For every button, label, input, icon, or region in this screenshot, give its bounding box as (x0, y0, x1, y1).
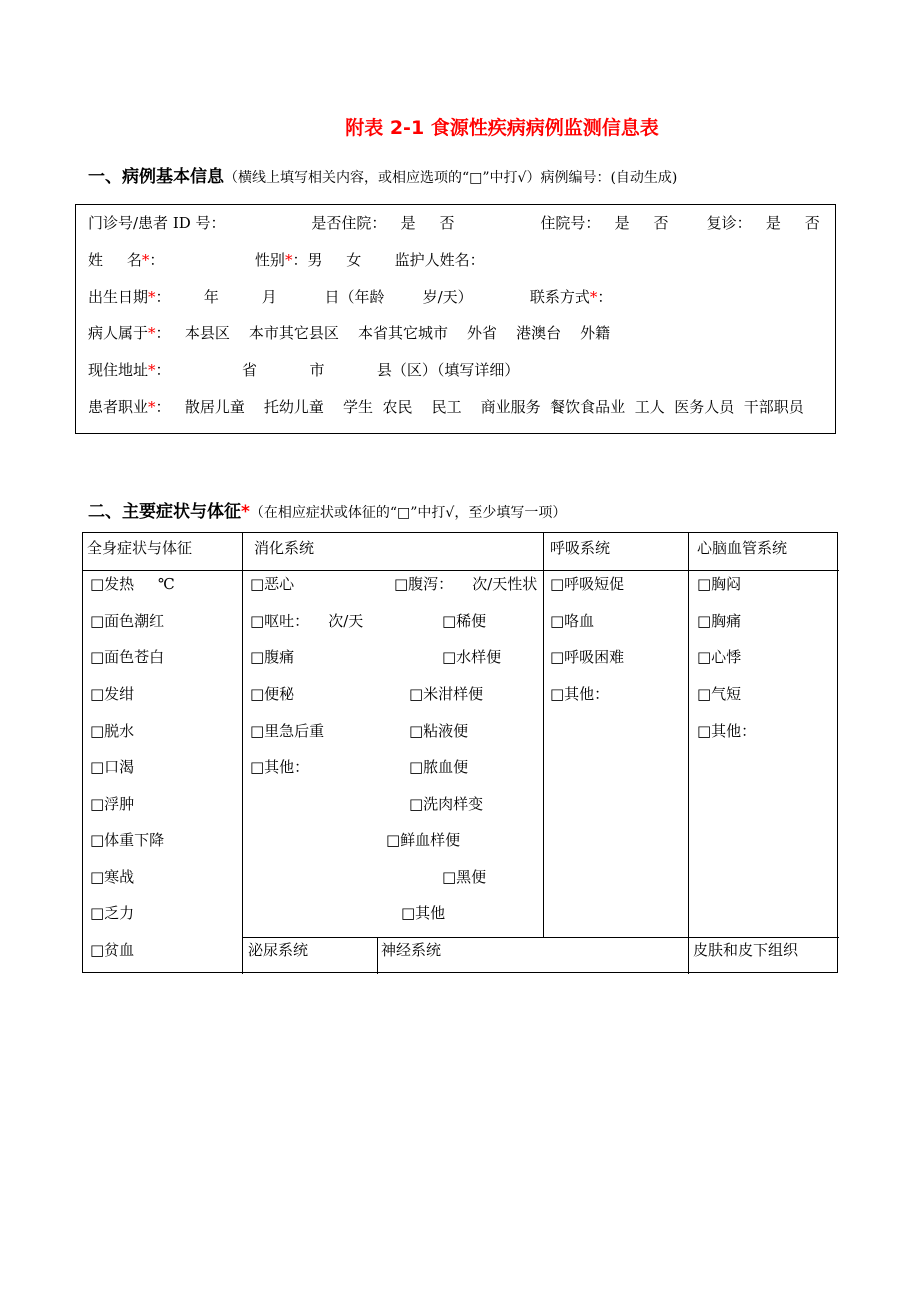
header-skin: 皮肤和皮下组织 (693, 941, 799, 959)
header-nervous: 神经系统 (381, 941, 442, 959)
symptom-stool-other[interactable]: □其他 (401, 904, 446, 922)
symptom-dyspnea[interactable]: □呼吸困难 (550, 648, 625, 666)
symptom-pale[interactable]: □面色苍白 (90, 648, 165, 666)
symptom-watery-stool[interactable]: □水样便 (442, 648, 502, 666)
row-id-text: 门诊号/患者 ID 号： 是否住院： 是 否 住院号： 是 否 复诊： 是 否 (88, 214, 820, 232)
section1-heading: 一、病例基本信息 (88, 167, 224, 187)
symptom-constipation[interactable]: □便秘 (250, 685, 295, 703)
symptom-bloody-stool[interactable]: □鲜血样便 (386, 831, 461, 849)
symptom-palpitation[interactable]: □心悸 (697, 648, 742, 666)
grid-line (83, 570, 839, 571)
row-belong: 病人属于*： 本县区 本市其它县区 本省其它城市 外省 港澳台 外籍 (88, 324, 611, 342)
grid-line (242, 937, 839, 938)
section2-heading: 二、主要症状与体征 (88, 502, 241, 522)
symptom-rice-water-stool[interactable]: □米泔样便 (409, 685, 484, 703)
symptom-shortness-breath[interactable]: □呼吸短促 (550, 575, 625, 593)
symptom-flushed[interactable]: □面色潮红 (90, 612, 165, 630)
section2-heading-line (88, 497, 566, 522)
symptom-fatigue[interactable]: □乏力 (90, 904, 135, 922)
symptom-black-stool[interactable]: □黑便 (442, 868, 487, 886)
section1-heading-line (88, 162, 677, 187)
page-title: 附表 2-1 食源性疾病病例监测信息表 (345, 117, 659, 139)
header-urinary: 泌尿系统 (248, 941, 309, 959)
symptom-nausea[interactable]: □恶心 (250, 575, 295, 593)
symptom-respiratory-other[interactable]: □其他： (550, 685, 610, 703)
section2-note: （在相应症状或体征的“□”中打√，至少填写一项） (249, 505, 567, 521)
row-birth: 出生日期*： 年 月 日（年龄 岁/天） 联系方式*： (88, 288, 613, 306)
symptom-pus-blood-stool[interactable]: □脓血便 (409, 758, 469, 776)
symptom-fever[interactable]: □发热 ℃ (90, 575, 175, 593)
symptom-mucus-stool[interactable]: □粘液便 (409, 722, 469, 740)
symptom-digestive-other[interactable]: □其他： (250, 758, 310, 776)
symptom-vomiting[interactable]: □呕吐： 次/天 (250, 612, 364, 630)
symptom-meat-wash-stool[interactable]: □洗肉样变 (409, 795, 484, 813)
header-cardio: 心脑血管系统 (697, 539, 788, 557)
row-name: 姓 名*： 性别*：男 女 监护人姓名： (88, 251, 485, 269)
symptom-hemoptysis[interactable]: □咯血 (550, 612, 595, 630)
grid-line (377, 937, 378, 974)
symptom-diarrhea[interactable]: □腹泻： 次/天性状 (394, 575, 538, 593)
symptom-dehydration[interactable]: □脱水 (90, 722, 135, 740)
row-id (88, 212, 820, 233)
symptom-table (82, 532, 838, 973)
symptom-breathless[interactable]: □气短 (697, 685, 742, 703)
symptom-chest-pain[interactable]: □胸痛 (697, 612, 742, 630)
row-address: 现住地址*： 省 市 县（区）（填写详细） (88, 361, 520, 379)
grid-line (688, 533, 689, 974)
symptom-cyanosis[interactable]: □发绀 (90, 685, 135, 703)
symptom-weight-loss[interactable]: □体重下降 (90, 831, 165, 849)
section2-star: * (241, 502, 250, 522)
symptom-anemia[interactable]: □贫血 (90, 941, 135, 959)
symptom-thirst[interactable]: □口渴 (90, 758, 135, 776)
symptom-abdominal-pain[interactable]: □腹痛 (250, 648, 295, 666)
symptom-edema[interactable]: □浮肿 (90, 795, 135, 813)
symptom-tenesmus[interactable]: □里急后重 (250, 722, 325, 740)
symptom-chest-tightness[interactable]: □胸闷 (697, 575, 742, 593)
symptom-loose-stool[interactable]: □稀便 (442, 612, 487, 630)
grid-line (242, 533, 243, 974)
grid-line (543, 533, 544, 937)
symptom-cardio-other[interactable]: □其他： (697, 722, 757, 740)
row-occupation: 患者职业*： 散居儿童 托幼儿童 学生 农民 民工 商业服务 餐饮食品业 工人 医务人员 干部职员 (88, 398, 804, 416)
header-digestive: 消化系统 (254, 539, 315, 557)
header-general: 全身症状与体征 (87, 539, 193, 557)
section1-note: （横线上填写相关内容，或相应选项的“□”中打√）病例编号：(自动生成) (224, 170, 678, 186)
header-respiratory: 呼吸系统 (550, 539, 611, 557)
symptom-chills[interactable]: □寒战 (90, 868, 135, 886)
